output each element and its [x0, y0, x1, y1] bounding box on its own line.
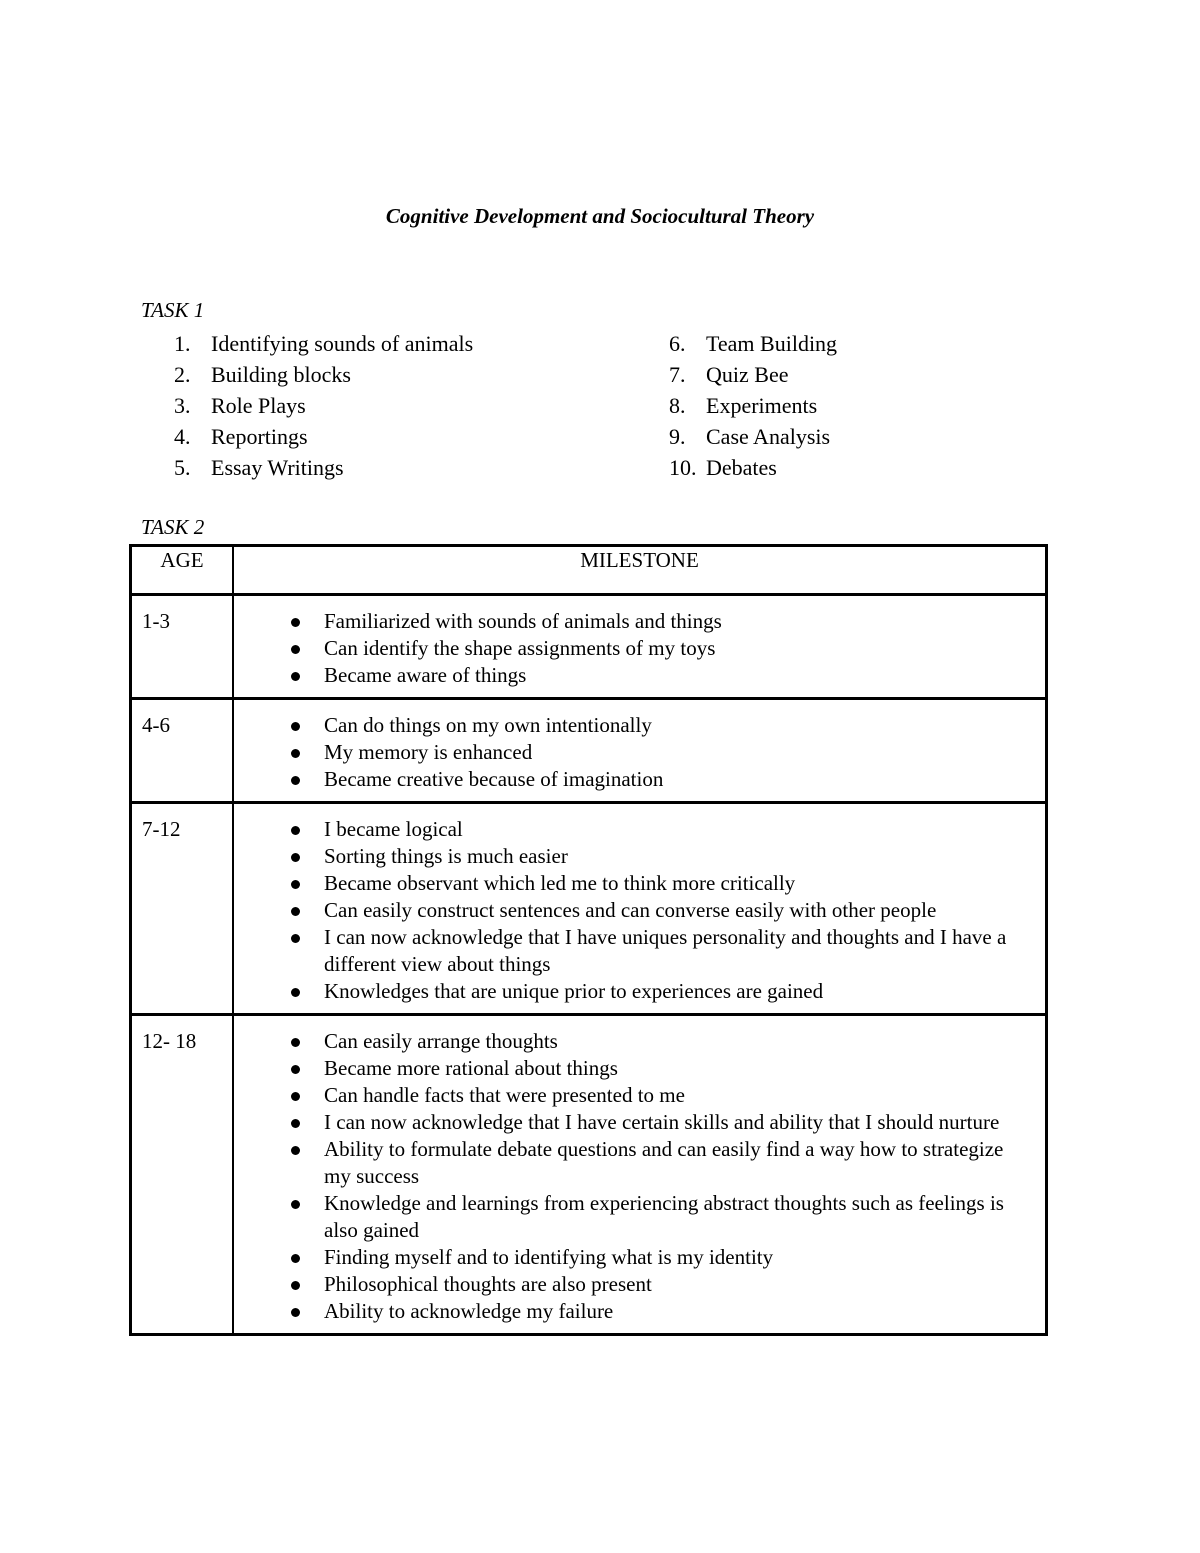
- item-text: Debates: [706, 455, 777, 480]
- milestone-cell: [233, 595, 1047, 699]
- item-text: Role Plays: [211, 393, 306, 418]
- age-cell: 1-3: [131, 595, 234, 699]
- item-number: 4.: [174, 424, 191, 449]
- bullet-icon: [291, 618, 300, 627]
- task-1-item: [174, 452, 473, 483]
- item-number: 7.: [669, 362, 686, 387]
- item-number: 5.: [174, 455, 191, 480]
- item-text: Essay Writings: [211, 455, 344, 480]
- bullet-icon: [291, 1065, 300, 1074]
- milestone-item: Became more rational about things: [244, 1055, 1035, 1082]
- table-row: [131, 595, 1047, 699]
- milestone-item: Ability to acknowledge my failure: [244, 1298, 1035, 1325]
- milestone-item: Sorting things is much easier: [244, 843, 1035, 870]
- task-1-item: [669, 390, 837, 421]
- item-text: Building blocks: [211, 362, 351, 387]
- milestone-item: Can handle facts that were presented to me: [244, 1082, 1035, 1109]
- item-text: Quiz Bee: [706, 362, 789, 387]
- item-text: Case Analysis: [706, 424, 831, 449]
- bullet-icon: [291, 880, 300, 889]
- table-header-row: [131, 546, 1047, 595]
- milestone-item: Can identify the shape assignments of my toys: [244, 635, 1035, 662]
- bullet-icon: [291, 1254, 300, 1263]
- milestone-item: Ability to formulate debate questions and can easily find a way how to strategize my success: [244, 1136, 1035, 1190]
- age-cell: 7-12: [131, 803, 234, 1015]
- milestone-item: Became aware of things: [244, 662, 1035, 689]
- milestone-cell: [233, 699, 1047, 803]
- item-number: 3.: [174, 393, 191, 418]
- bullet-icon: [291, 1092, 300, 1101]
- milestone-item: I can now acknowledge that I have certain skills and ability that I should nurture: [244, 1109, 1035, 1136]
- item-text: Identifying sounds of animals: [211, 331, 474, 356]
- document-title: Cognitive Development and Sociocultural Theory: [385, 204, 815, 228]
- milestone-header: MILESTONE: [233, 546, 1047, 595]
- task-1-list-right: [669, 328, 837, 483]
- bullet-icon: [291, 645, 300, 654]
- task-1-item: [669, 452, 837, 483]
- item-number: 1.: [174, 331, 191, 356]
- milestone-cell: [233, 803, 1047, 1015]
- milestone-item: I became logical: [244, 816, 1035, 843]
- task-1-label: TASK 1: [141, 298, 205, 322]
- bullet-icon: [291, 1281, 300, 1290]
- bullet-icon: [291, 672, 300, 681]
- milestone-item: I can now acknowledge that I have uniques personality and thoughts and I have a different view about things: [244, 924, 1035, 978]
- milestone-item: My memory is enhanced: [244, 739, 1035, 766]
- item-text: Experiments: [706, 393, 818, 418]
- milestone-item: Became observant which led me to think more critically: [244, 870, 1035, 897]
- milestone-item: Knowledge and learnings from experiencing abstract thoughts such as feelings is also gained: [244, 1190, 1035, 1244]
- task-1-list-left: [174, 328, 473, 483]
- task-1-item: [669, 328, 837, 359]
- bullet-icon: [291, 988, 300, 997]
- bullet-icon: [291, 776, 300, 785]
- bullet-icon: [291, 1146, 300, 1155]
- bullet-icon: [291, 1038, 300, 1047]
- bullet-icon: [291, 749, 300, 758]
- table-row: [131, 803, 1047, 1015]
- milestone-item: Can do things on my own intentionally: [244, 712, 1035, 739]
- task-1-item: [669, 421, 837, 452]
- task-1-item: [174, 421, 473, 452]
- item-number: 10.: [669, 455, 697, 480]
- milestone-item: Familiarized with sounds of animals and things: [244, 608, 1035, 635]
- milestone-item: Can easily arrange thoughts: [244, 1028, 1035, 1055]
- item-number: 8.: [669, 393, 686, 418]
- milestone-cell: [233, 1015, 1047, 1335]
- milestone-item: Became creative because of imagination: [244, 766, 1035, 793]
- bullet-icon: [291, 1200, 300, 1209]
- task-1-item: [669, 359, 837, 390]
- task-1-item: [174, 328, 473, 359]
- milestone-item: Philosophical thoughts are also present: [244, 1271, 1035, 1298]
- bullet-icon: [291, 1119, 300, 1128]
- bullet-icon: [291, 722, 300, 731]
- item-text: Reportings: [211, 424, 308, 449]
- task-2-label: TASK 2: [141, 515, 205, 539]
- bullet-icon: [291, 853, 300, 862]
- age-cell: 4-6: [131, 699, 234, 803]
- bullet-icon: [291, 907, 300, 916]
- milestone-item: Knowledges that are unique prior to experiences are gained: [244, 978, 1035, 1005]
- table-row: [131, 1015, 1047, 1335]
- bullet-icon: [291, 826, 300, 835]
- milestone-item: Can easily construct sentences and can converse easily with other people: [244, 897, 1035, 924]
- item-number: 9.: [669, 424, 686, 449]
- age-header: AGE: [131, 546, 234, 595]
- item-number: 2.: [174, 362, 191, 387]
- task-1-item: [174, 359, 473, 390]
- bullet-icon: [291, 1308, 300, 1317]
- milestone-table: [129, 544, 1048, 1336]
- bullet-icon: [291, 934, 300, 943]
- age-cell: 12- 18: [131, 1015, 234, 1335]
- item-number: 6.: [669, 331, 686, 356]
- item-text: Team Building: [706, 331, 838, 356]
- table-row: [131, 699, 1047, 803]
- milestone-item: Finding myself and to identifying what is my identity: [244, 1244, 1035, 1271]
- task-1-item: [174, 390, 473, 421]
